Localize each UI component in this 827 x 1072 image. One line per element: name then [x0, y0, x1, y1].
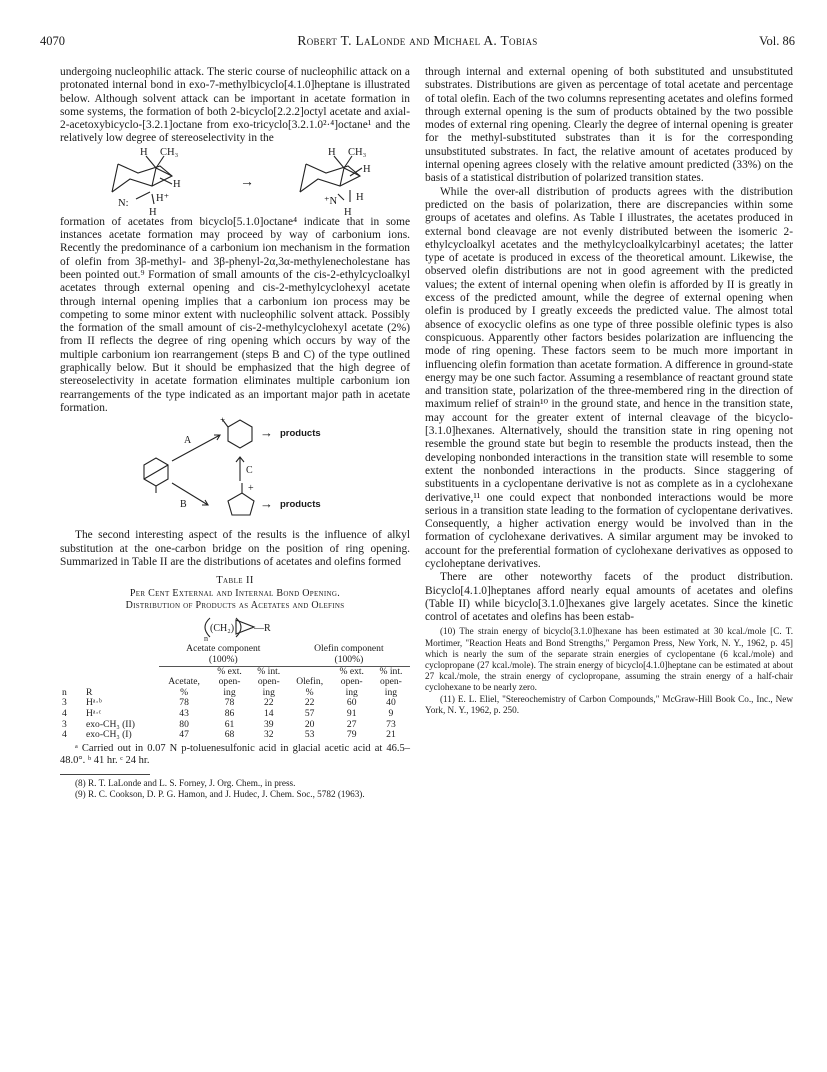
scheme1-ch3-left: CH₃: [160, 146, 179, 158]
scheme1-nucleophile-plus: ⁺N: [324, 195, 338, 207]
right-paragraph-3: There are other noteworthy facets of the product distribution. Bicyclo[4.1.0]heptanes afford nearly equal amounts of acetates and olefins (Table II) while bicyclo[3.1.0]hexanes give largely acetates. Since the kinetic control of acetates and olefins has been estab-: [425, 571, 793, 624]
right-paragraph-2: While the over-all distribution of products agrees with the distribution predicted on the basis of polarization, there are discrepancies within some groups of acetates and olefins. As Table I illustrates, the acetates produced in external bond cleavage are not evenly distributed between the isomeric 2-ethylcycloalkyl acetates and the methylcycloalkylcarbinyl acetates; the latter type of acetate is produced in excess of the theoretical amount. Likewise, the observed olefin distributions are not in good agreement with the predicted values; the extent of internal opening when olefin is afforded by II is greatly in excess of the predicted amount, while the degree of external opening when olefin is produced by I greatly exceeds the predicted value. The almost total absence of exocyclic olefins as one type of three possible olefinic types is also conspicuous. Apparently other factors besides polarization are influencing the mode of ring opening. These factors seem to be much more important in influencing olefin formation than acetate formation. A difference in ground-state energy may be one such factor. Assuming a resemblance of reactant ground state and transition state, polarization of the three-membered ring in the direction of maximum relief of strain¹⁰ in the ground state, and hence in the transition state, may account for the greater extent of internal cleavage of the bicyclo-[3.1.0]hexanes. Alternatively, should the transition state in ring opening not resemble the ground state but begin to resemble the products instead, then the developing nonbonded interactions in the transition state will resemble to some extent the nonbonded interactions in the products. Since staggering of substituents in a cyclopentane derivative is not as complete as in a cyclohexane derivative,¹¹ one could expect that nonbonded interactions would be more serious in a transition state leading to the formation of cyclopentane derivatives. Consequently, a higher activation energy would be involved than in the formation of cyclohexane derivatives. A similar argument may be invoked to account for the preferential formation of cyclohexane derivatives as opposed to cycloheptane derivatives.: [425, 185, 793, 570]
table-ii: [60, 574, 410, 768]
left-paragraph-2: formation of acetates from bicyclo[5.1.0]octane⁴ indicate that in some instances acetate formation may proceed by way of carbonium ions. Recently the predominance of a carbonium ion mechanism in the formation of olefin from 3β-methyl- and 3β-phenyl-2α,3α-methylenecholestane has been pointed out.⁹ Formation of small amounts of the cis-2-ethylcycloalkyl acetates through external opening and cis-2-methylcyclohexyl acetate through internal opening implies that a carbonium ion process may be competing to some minor extent with nucleophilic solvent attack. Possibly the formation of the small amount of cis-2-methylcyclohexyl acetate (2%) from II reflects the degree of ring opening which occurs by way of the multiple carbonium ion rearrangement (steps B and C) of the type outlined graphically below. But it should be emphasized that the high degree of stereoselectivity in acetate formation eliminates multiple carbonium ion rearrangements of the type indicated as an important major path in acetate formation.: [60, 215, 410, 414]
table-row: 4 Hᵃ·ᶜ 43 86 14 57 91 9: [62, 707, 394, 719]
left-paragraph-1: undergoing nucleophilic attack. The steric course of nucleophilic attack on a protonated internal bond in exo-7-methylbicyclo[4.1.0]heptane is illustrated below. Although solvent attack can be important in acetate formation in some systems, the formation of both 2-bicyclo[2.2.2]octyl acetate and axial-2-acetoxybicyclo-[3.2.1]octane from exo-tricyclo[3.2.1.0²·⁴]octane¹ and the relatively low degree of stereoselectivity in the: [60, 66, 410, 145]
arrow-to-products-top: →: [260, 425, 273, 441]
scheme1-proton: H⁺: [156, 192, 170, 204]
table-caption: Table II: [216, 575, 254, 587]
scheme1-h-right-left: H: [173, 178, 181, 190]
struct-r: —R: [254, 623, 271, 635]
struct-ch2: (CH₂): [210, 623, 235, 635]
arrow-to-products-bottom: →: [260, 496, 273, 512]
scheme1-h-low-right: H: [356, 191, 364, 203]
footnote-8: (8) R. T. LaLonde and L. S. Forney, J. Org. Chem., in press.: [75, 777, 296, 788]
table-header-row: Acetate, open- open- Olefin, open- open-: [168, 676, 402, 688]
olefin-group-pct: (100%): [288, 655, 410, 666]
scheme1-ch3-right: CH₃: [348, 146, 367, 158]
distribution-table: [60, 644, 410, 740]
footnote-11: (11) E. L. Eliel, "Stereochemistry of Carbon Compounds," McGraw-Hill Book Co., Inc., New York, N. Y., 1962, p. 250.: [425, 693, 793, 715]
scheme1-h-top-left: H: [140, 146, 148, 158]
scheme1-arrow: →: [240, 174, 254, 190]
cation-plus-top: +: [220, 415, 226, 426]
scheme-carbonium-drawing: [60, 415, 410, 529]
scheme1-h-right-right: H: [363, 163, 371, 175]
scheme-nucleophilic-attack-drawing: [60, 146, 410, 216]
table-header-row: n R % ing ing % ing ing: [62, 686, 398, 698]
step-b-label: B: [180, 499, 187, 511]
scheme1-nucleophile: N:: [118, 197, 129, 209]
table-group-pct: [60, 655, 410, 666]
table-row: 4 exo-CH₃ (I) 47 68 32 53 79 21: [62, 729, 396, 741]
products-label-bottom: products: [280, 499, 321, 511]
acetate-group-pct: (100%): [159, 655, 288, 666]
scheme-nucleophilic-attack: [60, 146, 410, 216]
olefin-group-header: Olefin component: [314, 643, 384, 655]
table-header-row: % ext. % int. % ext. % int.: [217, 665, 403, 677]
step-c-label: C: [246, 465, 253, 477]
right-column: [425, 66, 793, 716]
footnote-10: (10) The strain energy of bicyclo[3.1.0]hexane has been estimated at 30 kcal./mole [C. T. Mortimer, "Reaction Heats and Bond Strengths," Pergamon Press, New York, N. Y., 1962, p. 45] which is nearly the sum of the separate strain energies of cyclopentane (6 kcal./mole) and cyclopropane (27 kcal./mole). The strain energy of bicyclo[4.1.0]heptane can be estimated at about 27 kcal./mole, the strain energy of cyclopropane, assuming the strain energy of a half-chair cyclohexane to be nearly zero.: [425, 626, 793, 693]
table-subtitle-1: Per Cent External and Internal Bond Opening.: [129, 588, 341, 600]
footnote-9: (9) R. C. Cookson, D. P. G. Hamon, and J. Hudec, J. Chem. Soc., 5782 (1963).: [75, 788, 365, 799]
volume-label: Vol. 86: [759, 34, 795, 48]
running-title: Robert T. LaLonde and Michael A. Tobias: [297, 33, 538, 48]
footnote-rule: [60, 774, 150, 775]
running-header: [40, 34, 795, 50]
scheme1-h-top-right: H: [328, 146, 336, 158]
products-label-top: products: [280, 428, 321, 440]
table-structure-drawing: [60, 612, 410, 642]
cation-plus-bottom: +: [248, 483, 254, 495]
table-structure: [60, 612, 410, 642]
table-row: 3 exo-CH₃ (II) 80 61 39 20 27 73: [62, 718, 396, 730]
scheme1-h-bottom-right: H: [344, 206, 352, 216]
scheme1-h-bottom-left: H: [149, 206, 157, 216]
struct-n: n: [204, 634, 208, 643]
step-a-label: A: [184, 435, 192, 447]
left-paragraph-3: The second interesting aspect of the results is the influence of alkyl substitution at the one-carbon bridge on the position of ring opening. Summarized in Table II are the distributions of acetates and olefins formed: [60, 529, 410, 568]
left-column: [60, 66, 410, 800]
page-number: 4070: [40, 34, 65, 48]
right-paragraph-1: through internal and external opening of both substituted and unsubstituted substrates. Distributions are given as percentage of total acetate and percentage of total olefin. Each of the two columns representing acetates and olefins formed through external opening is the sum of products obtained by the two possible modes of external ring opening. Clearly the degree of internal opening is greater for the methyl-substituted substrates than it is for the corresponding unsubstituted substrates. In fact, the relative amount of acetates produced by internal opening agrees closely with the relative amount predicted (33%) on the basis of a statistical distribution of polarized transition states.: [425, 66, 793, 185]
acetate-group-header: Acetate component: [186, 643, 261, 655]
table-row: 3 Hᵃ·ᵇ 78 78 22 22 60 40: [62, 697, 396, 709]
scheme-carbonium-rearrangement: [60, 415, 410, 529]
table-footnote: ᵃ Carried out in 0.07 N p-toluenesulfonic acid in glacial acetic acid at 46.5–48.0°. ᵇ 41 hr. ᶜ 24 hr.: [60, 742, 410, 767]
table-subtitle-2: Distribution of Products as Acetates and Olefins: [125, 600, 345, 612]
